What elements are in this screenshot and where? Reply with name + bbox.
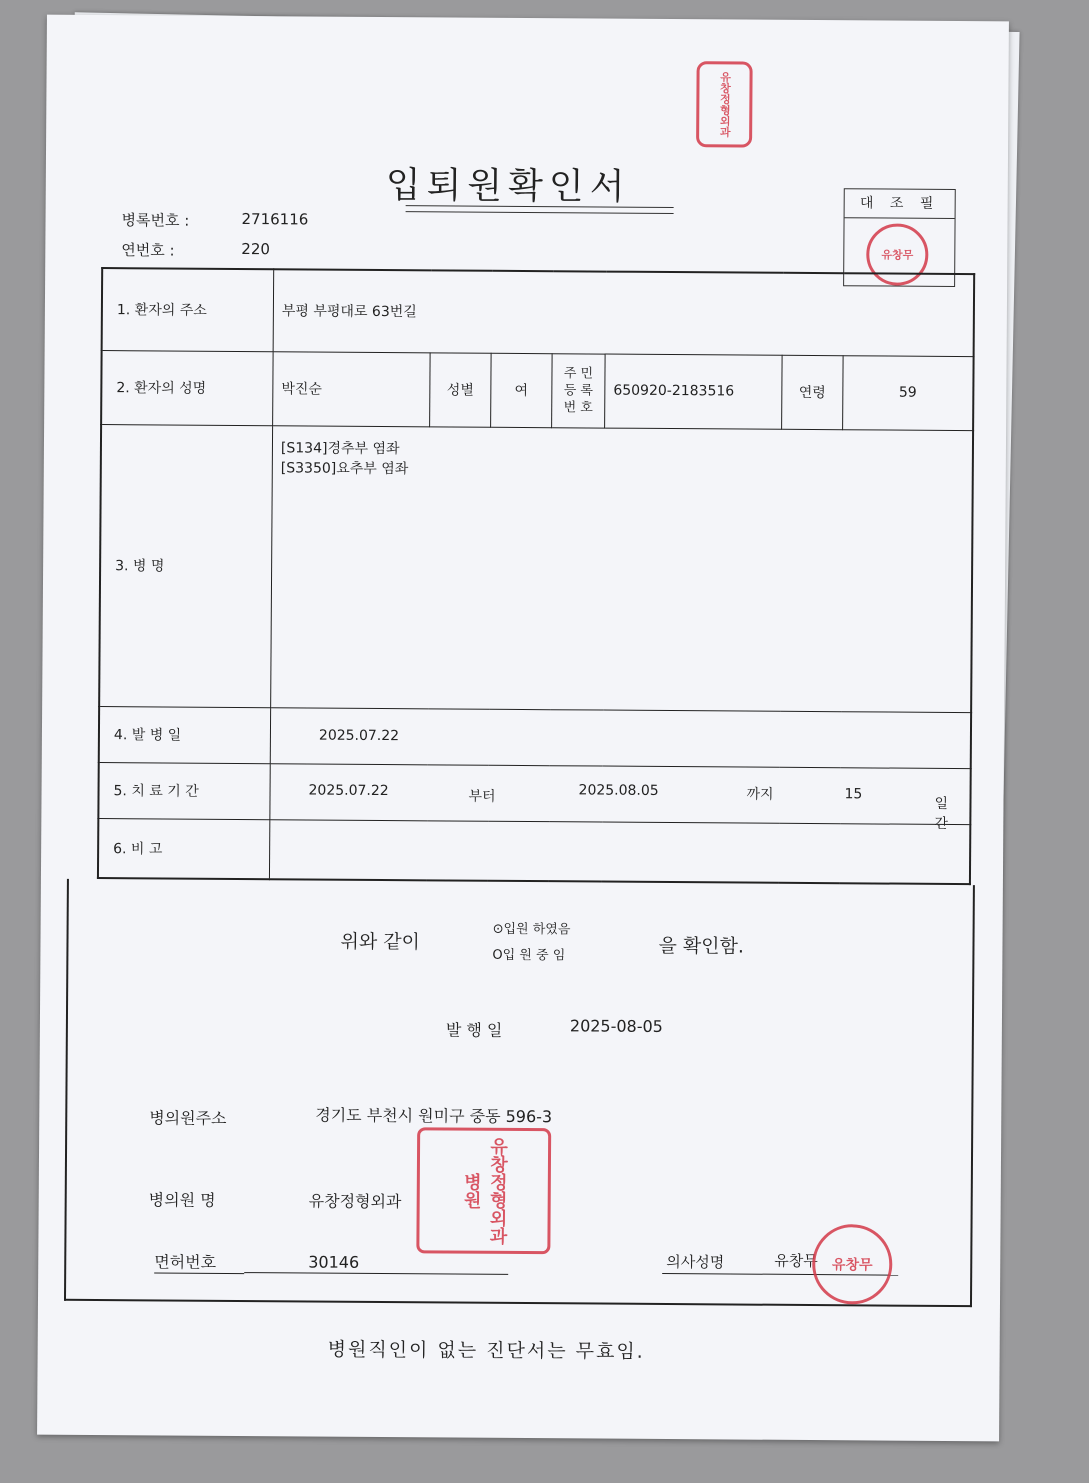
doctor-label: 의사성명 — [666, 1253, 725, 1272]
name-label: 2. 환자의 성명 — [101, 350, 273, 425]
age-value: 59 — [843, 355, 974, 430]
disease-item: [S3350]요추부 염좌 — [280, 459, 409, 477]
hospital-seal: 유창정형외과병원 — [416, 1127, 551, 1254]
record-no-label: 병록번호 : — [121, 211, 190, 230]
confirm-suffix: 을 확인함. — [658, 934, 745, 958]
disease-item: [S134]경추부 염좌 — [280, 439, 400, 457]
footer-note: 병원직인이 없는 진단서는 무효임. — [327, 1338, 645, 1363]
license-label: 면허번호 — [154, 1249, 244, 1274]
period-row — [98, 762, 970, 824]
title-underline — [406, 211, 674, 214]
onset-label: 4. 발 병 일 — [99, 706, 271, 763]
hospital-name: 유창정형외과 — [308, 1191, 402, 1212]
record-no: 2716116 — [241, 210, 309, 229]
remarks-row — [98, 818, 970, 884]
license-no: 30146 — [308, 1252, 360, 1272]
hospital-name-label: 병의원 명 — [148, 1190, 216, 1210]
rrn-label: 주 민 등 록 번 호 — [552, 353, 606, 427]
document-sheet — [37, 15, 1009, 1442]
onset-row — [99, 706, 971, 768]
confirm-prefix: 위와 같이 — [340, 930, 421, 954]
rrn-value: 650920-2183516 — [605, 354, 783, 429]
remarks-value — [269, 819, 970, 884]
sex-value: 여 — [491, 353, 553, 427]
disease-label: 3. 병 명 — [99, 424, 272, 707]
serial-no-label: 연번호 : — [121, 241, 175, 260]
period-from: 2025.07.22 — [308, 782, 389, 800]
days-count: 15 — [844, 786, 863, 803]
age-label: 연령 — [782, 355, 844, 429]
name-row — [101, 350, 973, 430]
verification-seal: 유창무 — [866, 223, 928, 285]
days-unit: 일간 — [934, 795, 949, 832]
disease-row — [99, 424, 973, 712]
document-title: 입퇴원확인서 — [385, 165, 631, 208]
doctor-seal: 유창무 — [812, 1224, 893, 1305]
period-label: 5. 치 료 기 간 — [98, 762, 270, 819]
sex-label: 성별 — [430, 352, 492, 426]
hospital-address-label: 병의원주소 — [149, 1108, 227, 1128]
issue-label: 발 행 일 — [445, 1020, 503, 1040]
doctor-name: 유창무 — [774, 1251, 818, 1271]
to-word: 까지 — [746, 786, 774, 803]
name-value: 박진순 — [273, 351, 431, 426]
option-inpatient: O입 원 중 임 — [492, 947, 566, 964]
serial-no: 220 — [241, 240, 271, 259]
top-hospital-seal: 유창정형외과 — [696, 61, 753, 147]
period-to: 2025.08.05 — [578, 782, 659, 799]
from-word: 부터 — [468, 788, 496, 805]
address-row — [102, 268, 975, 356]
issue-date: 2025-08-05 — [569, 1016, 663, 1036]
remarks-label: 6. 비 고 — [98, 818, 270, 879]
address-value: 부평 부평대로 63번길 — [273, 269, 974, 356]
option-admitted: ⊙입원 하였음 — [492, 921, 571, 938]
address-label: 1. 환자의 주소 — [102, 268, 274, 351]
disease-list — [271, 425, 973, 712]
period-cell — [270, 763, 971, 832]
patient-info-table — [97, 267, 975, 885]
onset-value: 2025.07.22 — [270, 707, 971, 768]
hospital-address: 경기도 부천시 원미구 중동 596-3 — [315, 1105, 553, 1127]
verification-label: 대 조 필 — [845, 189, 955, 219]
